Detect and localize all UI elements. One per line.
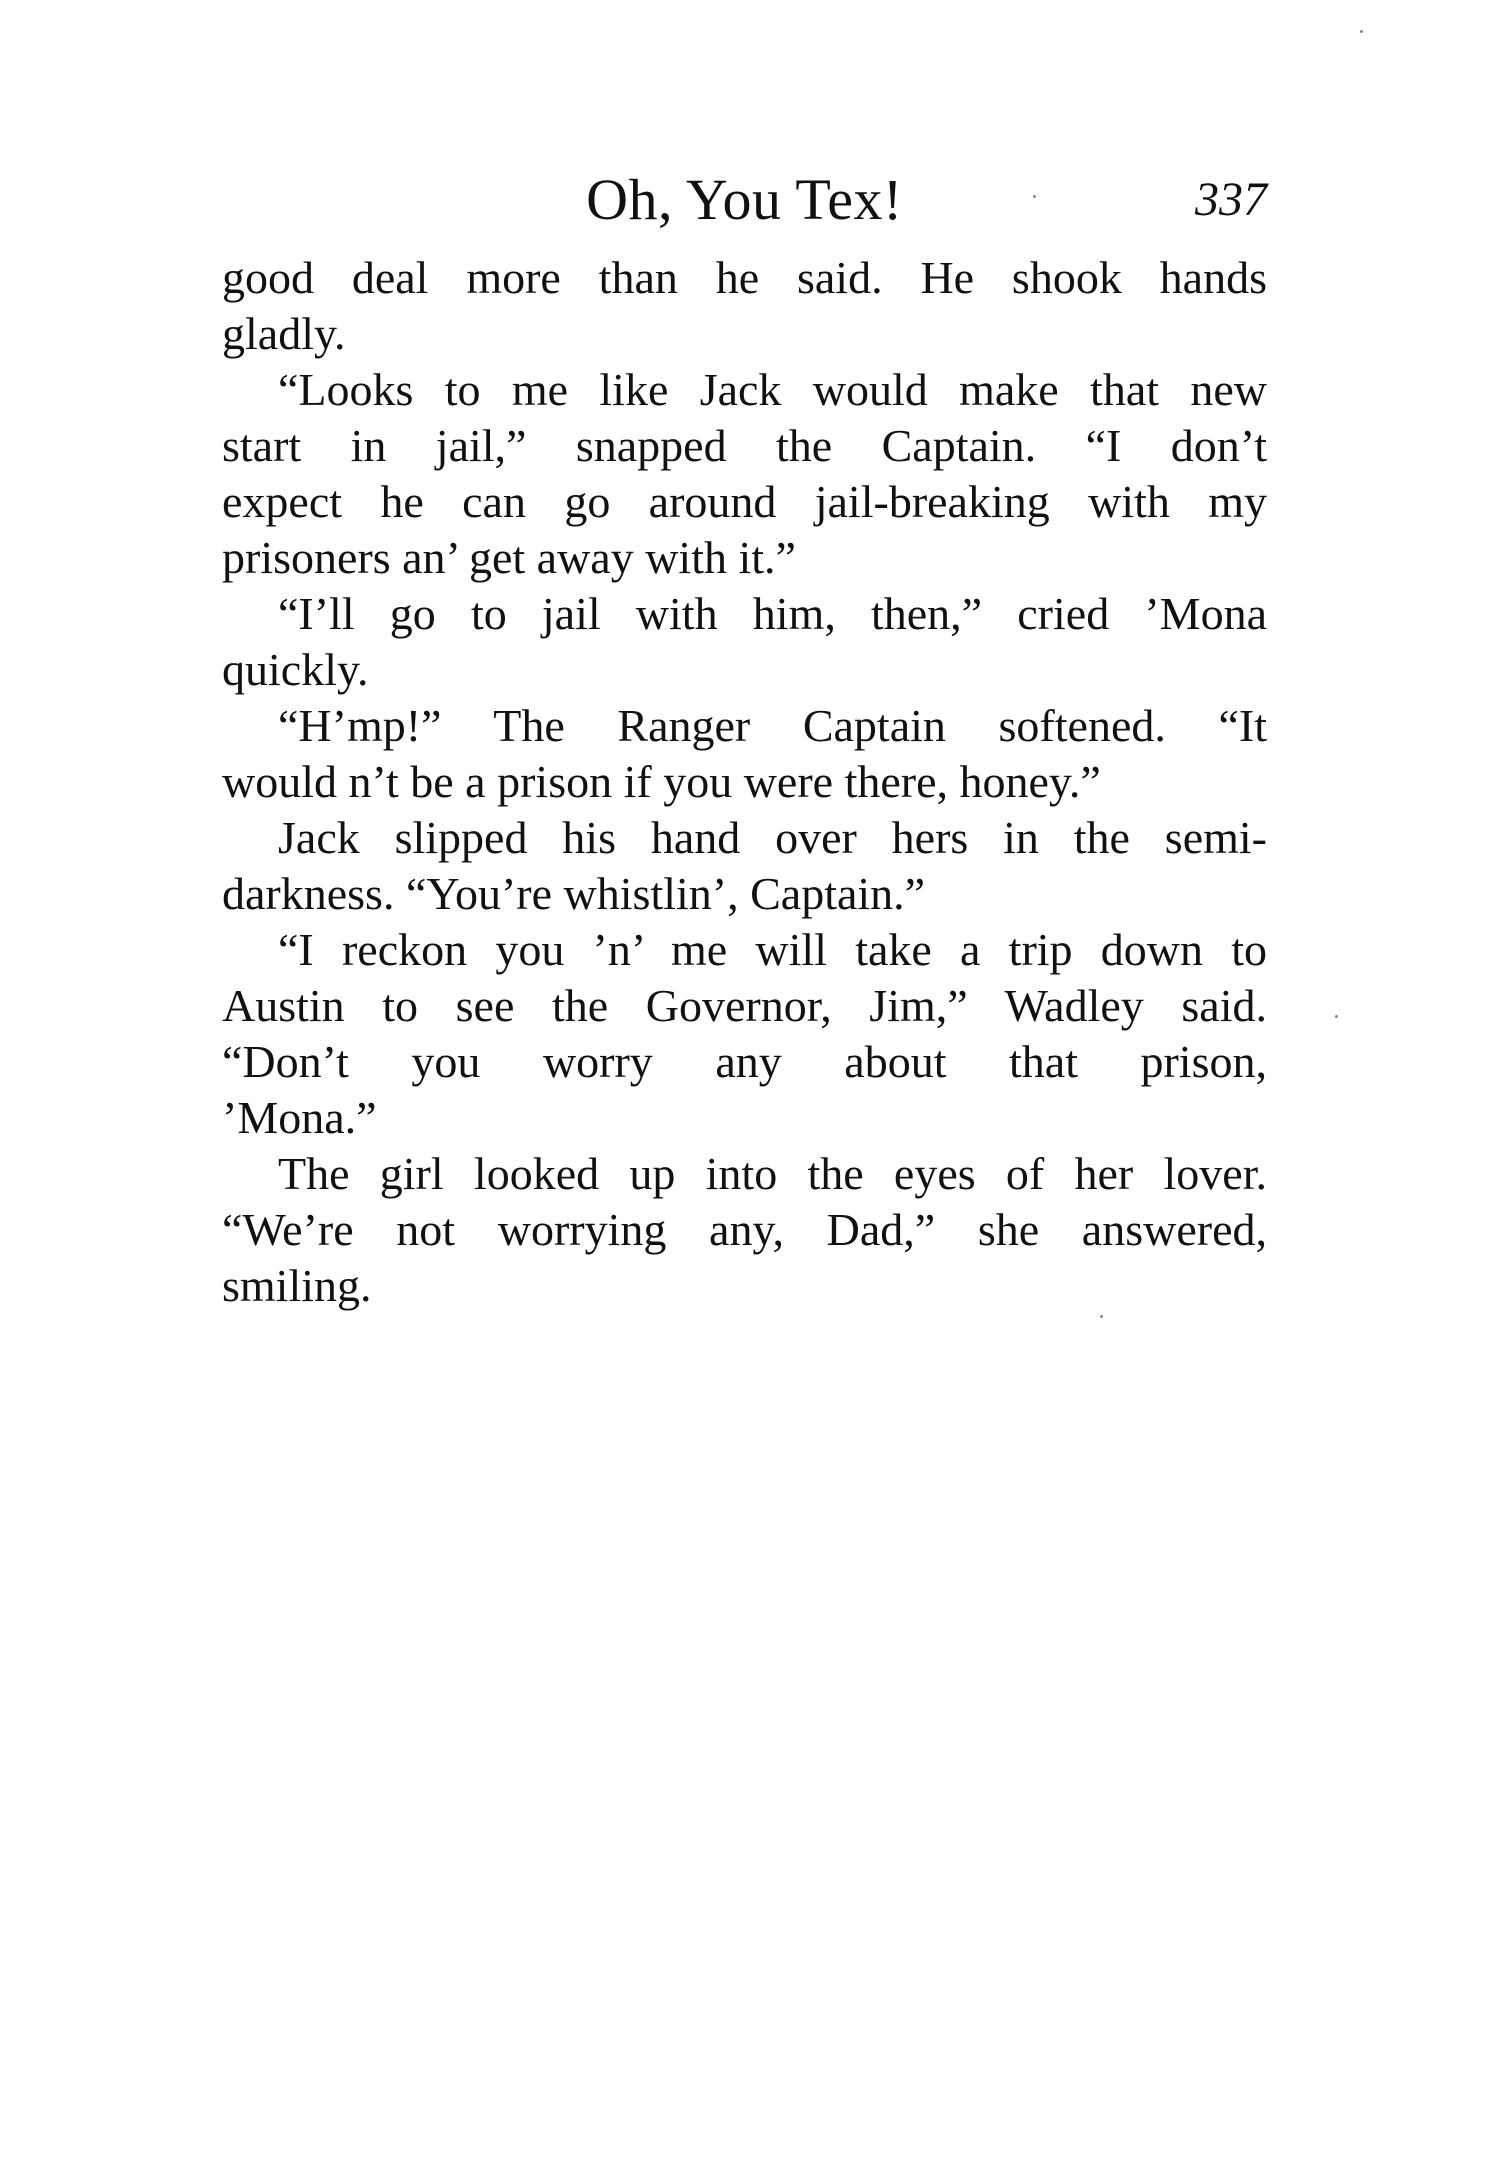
text-line: “H’mp!” The Ranger Captain softened. “It [278,700,1267,751]
text-line: Jack slipped his hand over hers in the semi- [278,812,1267,863]
text-line: expect he can go around jail-breaking with my [222,476,1267,527]
text-line: “We’re not worrying any, Dad,” she answered, [222,1204,1267,1255]
text-line: “Looks to me like Jack would make that new [278,364,1267,415]
text-line: darkness. “You’re whistlin’, Captain.” [222,868,926,919]
body-text [222,250,1267,1314]
text-line: gladly. [222,308,346,359]
text-line: smiling. [222,1260,372,1311]
text-line: would n’t be a prison if you were there, honey.” [222,756,1101,807]
scan-speck [1033,195,1036,198]
text-line: The girl looked up into the eyes of her lover. [278,1148,1267,1199]
text-line: start in jail,” snapped the Captain. “I don’t [222,420,1267,471]
text-line: ’Mona.” [222,1092,377,1143]
text-line: “I reckon you ’n’ me will take a trip down to [278,924,1267,975]
text-line: “I’ll go to jail with him, then,” cried ’Mona [278,588,1267,639]
page-number: 337 [1195,173,1267,226]
text-line: quickly. [222,644,369,695]
running-head [222,160,1267,240]
scan-speck [1360,30,1363,33]
text-line: “Don’t you worry any about that prison, [222,1036,1267,1087]
scan-speck [1335,1015,1338,1018]
text-line: good deal more than he said. He shook hands [222,252,1267,303]
text-line: Austin to see the Governor, Jim,” Wadley said. [222,980,1267,1031]
scan-speck [1100,1315,1103,1318]
text-line: prisoners an’ get away with it.” [222,532,796,583]
running-title: Oh, You Tex! [586,167,903,232]
